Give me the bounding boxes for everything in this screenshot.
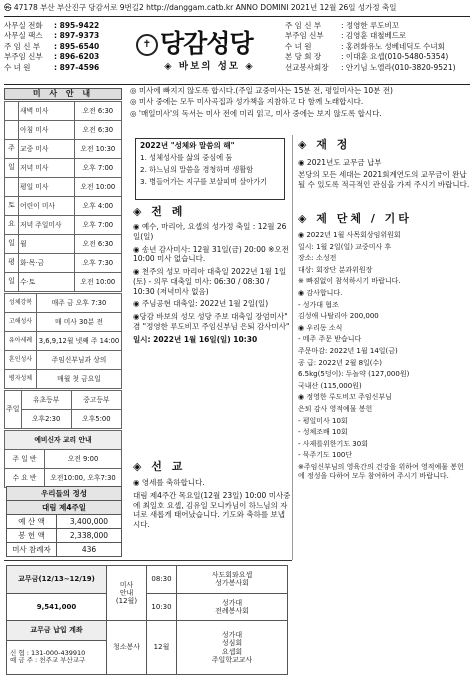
table-cell: 주 일 반 (5, 450, 45, 469)
church-subtitle: ◈ 바보의 성모 ◈ (164, 61, 255, 72)
staff-label: 부주임 신부 (285, 31, 324, 41)
groups-item: - 묵주기도 100단 (298, 451, 353, 460)
finance-heading: ◈ 재 정 (298, 138, 351, 151)
contact-value: : 895-6540 (54, 41, 100, 51)
groups-item: 6.5kg(5덩이): 두놀약 (127,000원) (298, 370, 410, 379)
table-cell: 오후 7:30 (74, 254, 121, 273)
finance-item: ◉ 2021년도 교무금 납부 (298, 158, 382, 167)
table-cell: 매월 첫 금요일 (37, 370, 122, 389)
table-row (5, 294, 122, 313)
table-cell: 저녁 주일미사 (19, 216, 75, 235)
table-cell: 봉 헌 액 (7, 529, 57, 543)
yearly-theme-box (135, 138, 285, 200)
table-cell: 436 (57, 543, 122, 557)
header-divider (4, 84, 470, 85)
theme-item: 2. 하느님의 말씀을 경청하며 생활함 (140, 165, 254, 175)
table-row (7, 543, 122, 557)
liturgy-heading: ◈ 전 례 (133, 205, 186, 218)
table-cell: 오후 7:00 (74, 159, 121, 178)
staff-label: 주 임 신 부 (285, 20, 322, 30)
groups-section (298, 231, 470, 484)
table-cell: 9,541,000 (7, 593, 107, 621)
notice-list (130, 86, 470, 120)
theme-item: 1. 성체성사를 삶의 중심에 둠 (140, 153, 233, 163)
groups-item: ◉ 우리동 소식 (298, 323, 343, 332)
table-cell: 성가대 성심회 요셉회 주일학교교사 (177, 621, 288, 675)
mission-heading: ◈ 선 교 (133, 460, 186, 473)
table-cell: 교무금(12/13~12/19) (7, 566, 107, 594)
table-cell: 청소봉사 (107, 621, 147, 675)
table-cell: 주일 (5, 391, 22, 429)
liturgy-item: 일시: 2022년 1월 16일(일) 10:30 (133, 334, 258, 344)
table-row (5, 140, 122, 159)
finance-item: 본당의 모든 세대는 2021회계연도의 교무금이 완납될 수 있도록 적극적인 관심을 가져 주시기 바랍니다. (298, 170, 470, 189)
contacts-right (285, 20, 470, 73)
table-row (5, 391, 122, 410)
table-cell: 매 미사 30분 전 (37, 313, 122, 332)
table-cell: 토 (5, 197, 19, 216)
table-cell: 3,6,9,12월 넷째 주 14:00 (37, 332, 122, 351)
groups-item: 일시: 1월 2일(일) 교중미사 후 (298, 242, 392, 251)
table-cell: 교무금 납입 계좌 (7, 621, 107, 640)
table-cell: 병자성체 (5, 370, 37, 389)
column-divider (292, 135, 293, 560)
table-cell (5, 102, 19, 121)
table-cell: 오전 6:30 (74, 235, 121, 254)
offering-table (6, 486, 122, 557)
table-cell: 수·토 (19, 273, 75, 292)
table-cell: 오전 10:00 (74, 273, 121, 292)
table-cell: 요 (5, 216, 19, 235)
contact-label: 부주임 신부 (4, 52, 43, 62)
contact-value: : 897-4596 (54, 62, 100, 72)
mission-item: ◉ 영세를 축하합니다. (133, 478, 205, 487)
groups-item: ◉ 정영한 루도비꼬 주임신부님 (298, 393, 392, 402)
liturgy-section (133, 222, 291, 347)
groups-item: ◉ 감사합니다. (298, 288, 343, 297)
groups-item: 대상: 회장단 분과위원장 (298, 265, 373, 274)
table-row (5, 469, 122, 488)
table-cell: 혼인성사 (5, 351, 37, 370)
liturgy-item: ◉ 예수, 마리아, 요셉의 성가정 축일 : 12월 26일(일) (133, 222, 287, 241)
table-cell: 저녁 미사 (19, 159, 75, 178)
groups-item: 국내산 (115,000원) (298, 381, 362, 390)
staff-label: 선교봉사회장 (285, 62, 329, 72)
table-cell: 오후 7:00 (74, 216, 121, 235)
bottom-table (6, 565, 288, 675)
table-row (5, 159, 122, 178)
table-cell: 우리들의 정성 (7, 487, 122, 501)
groups-item: 공 급: 2022년 2월 8일(수) (298, 358, 383, 367)
table-row (5, 254, 122, 273)
table-row (5, 351, 122, 370)
contact-label: 수 녀 원 (4, 62, 31, 72)
table-row (7, 566, 288, 594)
table-cell (5, 121, 19, 140)
table-cell: 오전10:00, 오후7:30 (45, 469, 122, 488)
groups-item: ※ 빠짐없이 참석하시기 바랍니다. (298, 277, 401, 286)
table-row (5, 370, 122, 389)
table-cell: 미사 안내 (12월) (107, 566, 147, 621)
sacrament-table (4, 293, 122, 389)
table-row (5, 102, 122, 121)
mass-schedule-table (4, 101, 122, 292)
liturgy-item: ◉ 송년 감사미사: 12월 31일(금) 20:00 ※오전 10:00 미사 없습니다. (133, 244, 289, 264)
youth-mass-table (4, 390, 122, 429)
table-row (7, 501, 122, 515)
bottom-divider (4, 560, 292, 561)
table-cell: 주 (5, 140, 19, 159)
table-cell: 오전 9:00 (45, 450, 122, 469)
church-logo-icon: ✝ (136, 34, 158, 56)
groups-item: 은퇴 감사 영적예물 봉헌 (298, 404, 373, 413)
notice-item: ◎ 미사 중에는 모두 미사곡집과 성가책을 지참하고 다 함께 노래합시다. (130, 97, 364, 107)
staff-value: : 이대훈 요셉(010-5480-5354) (341, 52, 449, 62)
theme-title: 2022년 "성체와 말씀의 해" (140, 141, 235, 150)
table-cell: 매주 금 오후 7:30 (37, 294, 122, 313)
contact-label: 사무실 전화 (4, 20, 43, 30)
staff-value: : 안기님 노엘라(010-3820-9521) (341, 62, 456, 72)
groups-item: - 평일미사 10회 (298, 416, 348, 425)
table-cell: 12월 (147, 621, 177, 675)
table-cell: 오전 6:30 (74, 121, 121, 140)
account-number: 신 협 : 131-000-439910 (10, 648, 86, 657)
contact-label: 사무실 팩스 (4, 31, 43, 41)
table-cell: 사도회와요셉 성가봉사회 (177, 566, 288, 594)
table-row (5, 216, 122, 235)
groups-item: - 사제를위한기도 30회 (298, 439, 368, 448)
table-cell: 화·목·금 (19, 254, 75, 273)
liturgy-item: ◉ 주님공현 대축일: 2022년 1월 2일(일) (133, 299, 269, 309)
mission-item: 대림 제4주간 목요일(12월 23일) 10:00 미사중에 최일호 요셉, 김유일 모니카님이 하느님의 자녀로 새롭게 태어났습니다. 기도와 축하를 보냅시다. (133, 490, 291, 529)
table-row (7, 621, 288, 640)
table-cell: 주임신부님과 상의 (37, 351, 122, 370)
table-cell: 10:30 (147, 593, 177, 621)
table-cell: 2,338,000 (57, 529, 122, 543)
table-row (5, 121, 122, 140)
table-cell: 아침 미사 (19, 121, 75, 140)
contact-label: 주 임 신 부 (4, 41, 41, 51)
table-cell: 평 (5, 254, 19, 273)
table-cell: 성가대 전례봉사회 (177, 593, 288, 621)
table-cell: 교중 미사 (19, 140, 75, 159)
table-cell: 오후 4:00 (74, 197, 121, 216)
staff-label: 수 녀 원 (285, 41, 312, 51)
table-cell: 대림 제4주일 (7, 501, 122, 515)
table-cell: 오후5:00 (71, 410, 121, 429)
contact-value: : 896-6203 (54, 52, 100, 62)
contact-value: : 897-9373 (54, 31, 100, 41)
table-row (5, 235, 122, 254)
groups-heading: ◈ 제 단체 / 기타 (298, 212, 412, 225)
groups-item: - 성가대 협조 (298, 300, 339, 309)
groups-item: - 메주 주문 받습니다 (298, 335, 362, 344)
table-cell: 월 (19, 235, 75, 254)
table-cell: 08:30 (147, 566, 177, 594)
table-cell: 일 (5, 273, 19, 292)
groups-item: 김성애 나탈리아 200,000 (298, 312, 379, 321)
catechumen-table (4, 430, 122, 488)
table-cell: 유아세례 (5, 332, 37, 351)
table-row (7, 487, 122, 501)
table-cell (5, 178, 19, 197)
liturgy-item: ◉ 천주의 성모 마리아 대축일 2022년 1월 1일(토) - 의무 대축일 미사: 06:30 / 08:30 / 10:30 (저녁미사 없음) (133, 267, 287, 296)
notice-item: ◎ 미사에 빠지지 않도록 합시다.(주일 교중미사는 15분 전, 평일미사는 10분 전) (130, 86, 393, 95)
staff-value: : 김영훈 대철베드로 (341, 31, 407, 41)
mass-schedule-title: 미 사 안 내 (4, 88, 122, 100)
table-row (7, 515, 122, 529)
finance-section (298, 158, 470, 192)
table-row (5, 410, 122, 429)
table-cell: 예 산 액 (7, 515, 57, 529)
groups-item: ※주임신부님의 영육간의 건강을 위하여 영적예물 봉헌에 정성을 다하여 모두 참여하여 주시기 바랍니다. (298, 462, 464, 480)
staff-value: : 홍려화유노 성베네딕도 수녀회 (341, 41, 445, 51)
staff-value: : 정영한 루도비꼬 (341, 20, 400, 30)
groups-item: - 성체조배 10회 (298, 428, 348, 437)
groups-item: ◉ 2022년 1월 사목회상임위원회 (298, 231, 401, 239)
notice-item: ◎ '매일미사'의 독서는 미사 전에 미리 읽고, 미사 중에는 보지 않도록 합시다. (130, 108, 382, 118)
table-cell: 오후2:30 (21, 410, 71, 429)
contacts-left (4, 20, 126, 73)
table-cell: 중고등부 (71, 391, 121, 410)
table-row (5, 273, 122, 292)
table-cell: 성체강복 (5, 294, 37, 313)
groups-item: 장소: 소성전 (298, 254, 337, 263)
table-cell: 유초등부 (21, 391, 71, 410)
table-row (5, 178, 122, 197)
table-cell: 새벽 미사 (19, 102, 75, 121)
theme-item: 3. 병들어가는 지구를 보살피며 살아가기 (140, 177, 268, 187)
header-address-line: ㉿ 47178 부산 부산진구 당감서로 9번길2 http://danggam.catb.kr ANNO DOMINI 2021년 12월 26일 성가정 축일 (4, 3, 470, 17)
groups-item: 주문마감: 2022년 1월 14일(금) (298, 346, 398, 355)
table-cell: 평일 미사 (19, 178, 75, 197)
table-row (5, 313, 122, 332)
table-row (5, 450, 122, 469)
table-cell: 3,400,000 (57, 515, 122, 529)
liturgy-item: ◉당감 바보의 성모 성당 주보 대축일 장엄미사" 겸 "정영한 루도비꼬 주임신부님 은퇴 감사미사" (133, 312, 290, 331)
table-row (7, 529, 122, 543)
table-cell: 오전 10:00 (74, 178, 121, 197)
table-row (5, 197, 122, 216)
staff-label: 본 당 회 장 (285, 52, 322, 62)
table-cell: 고해성사 (5, 313, 37, 332)
mission-section (133, 478, 291, 533)
table-cell: 일 (5, 159, 19, 178)
table-row (7, 593, 288, 621)
table-cell: 미사 참례자 (7, 543, 57, 557)
church-name: 당감성당 (160, 29, 253, 58)
table-cell: 오전 6:30 (74, 102, 121, 121)
table-cell: 수 요 반 (5, 469, 45, 488)
table-cell: 오전 10:30 (74, 140, 121, 159)
table-cell: 일 (5, 235, 19, 254)
account-holder: 예 금 주 : 천주교 부산교구 (10, 656, 86, 665)
contact-value: : 895-9422 (54, 20, 100, 30)
table-row (5, 332, 122, 351)
table-cell: 어린이 미사 (19, 197, 75, 216)
table-row (5, 431, 122, 450)
table-cell: 예비신자 교리 안내 (5, 431, 122, 450)
